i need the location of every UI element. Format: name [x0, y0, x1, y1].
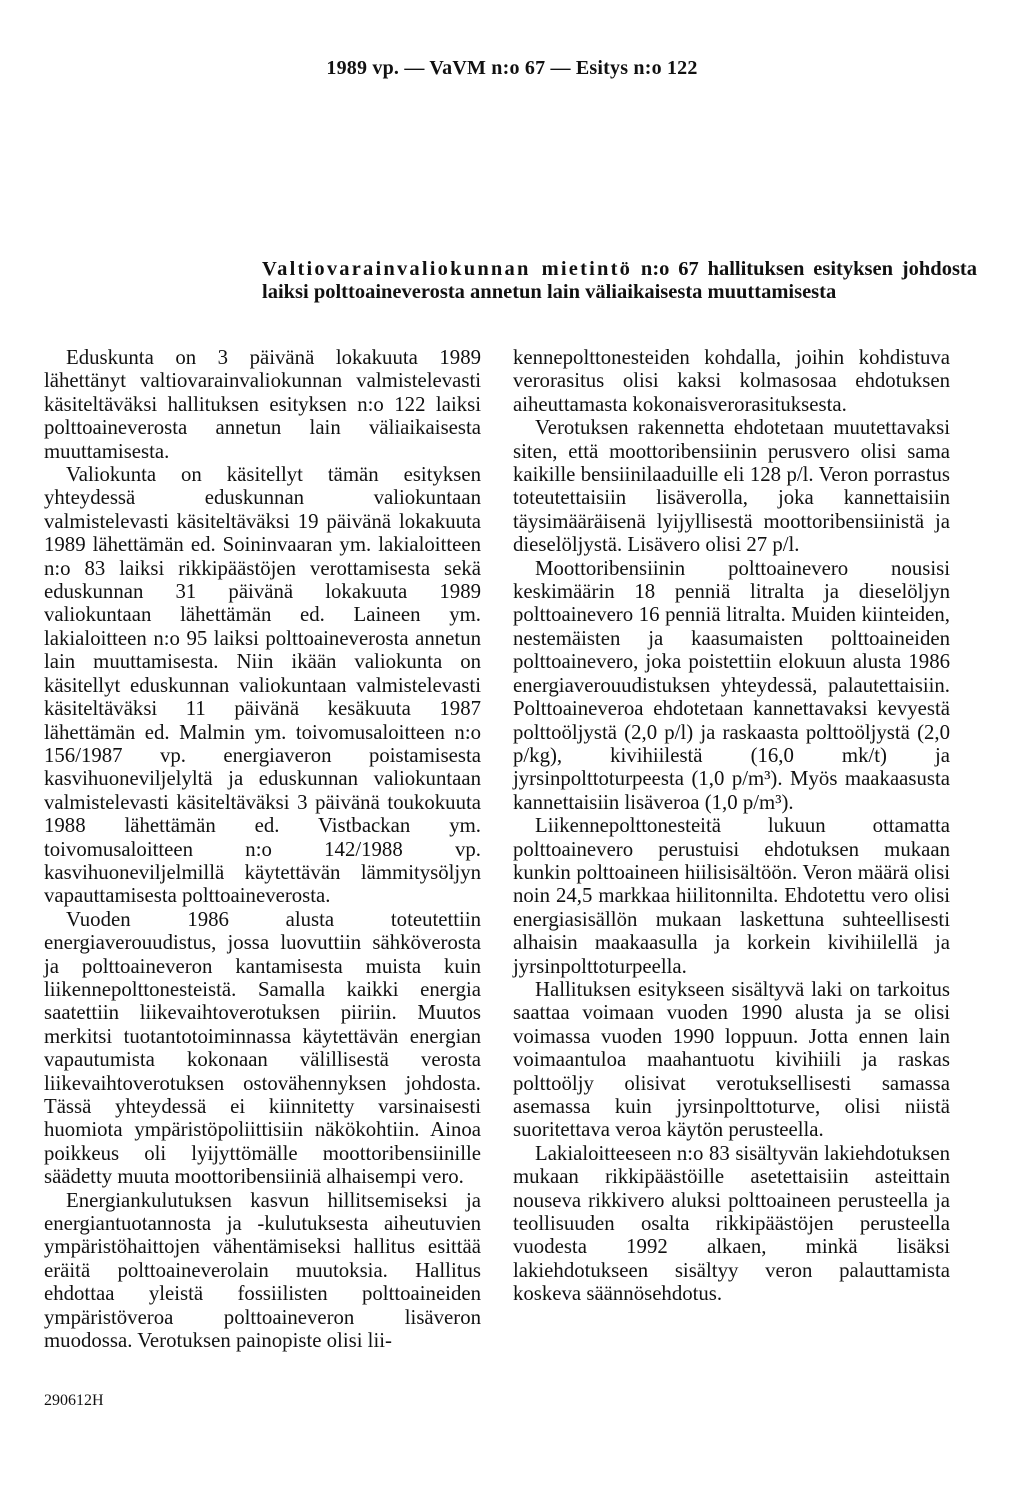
paragraph: Energiankulutuksen kasvun hillitsemiseksi ja energiantuotannosta ja -kulutuksesta aiheutuvien ympäristöhaittojen vähentämiseksi hallitus esittää eräitä polttoaineverolain muutoksia. Hallitus ehdottaa yleistä fossiilisten polttoaineiden ympäristöveroa polttoaineveron lisäveron muodossa. Verotuksen painopiste olisi lii- [44, 1188, 481, 1353]
paragraph: Eduskunta on 3 päivänä lokakuuta 1989 lähettänyt valtiovarainvaliokunnan valmistelevasti käsiteltäväksi hallituksen esityksen n:o 122 laiksi polttoaineverosta annetun lain väliaikaisesta muuttamisesta. [44, 346, 481, 463]
paragraph: Hallituksen esitykseen sisältyvä laki on tarkoitus saattaa voimaan vuoden 1990 alusta ja se olisi voimassa vuoden 1990 loppuun. Jotta ennen lain voimaantuloa maahantuotu kivihiili ja raskas polttoöljy olisivat verotuksellisesti samassa asemassa kuin jyrsinpolttoturve, olisi niistä suoritettava veroa käytön perusteella. [513, 977, 950, 1142]
left-column [44, 346, 481, 1352]
document-title [262, 258, 977, 304]
page-header: 1989 vp. — VaVM n:o 67 — Esitys n:o 122 [326, 57, 698, 79]
paragraph: Vuoden 1986 alusta toteutettiin energiaverouudistus, jossa luovuttiin sähköverosta ja polttoaineveron kantamisesta muista kuin liikennepolttonesteistä. Samalla kaikki energia saatettiin liikevaihtoverotuksen piiriin. Muutos merkitsi tuotantotoiminnassa käytettävän energian vapautumista kokonaan välillisestä verosta liikevaihtoverotuksen ostovähennyksen johdosta. Tässä yhteydessä ei kiinnitetty varsinaisesti huomiota ympäristöpoliittisiin näkökohtiin. Ainoa poikkeus oli lyijyttömälle moottoribensiinille säädetty muuta moottoribensiiniä alhaisempi vero. [44, 907, 481, 1189]
print-code: 290612H [44, 1392, 104, 1409]
paragraph: Liikennepolttonesteitä lukuun ottamatta polttoainevero perustuisi ehdotuksen mukaan kunkin polttoaineen hiilisisältöön. Veron määrä olisi noin 24,5 markkaa hiilitonnilta. Ehdotettu vero olisi energiasisällön mukaan laskettuna suhteellisesti alhaisin maakaasulla ja korkein kivihiilellä ja jyrsinpolttoturpeella. [513, 814, 950, 978]
paragraph: Moottoribensiinin polttoainevero nousisi keskimäärin 18 penniä litralta ja dieselöljyn polttoainevero 16 penniä litralta. Muiden kiinteiden, nestemäisten ja kaasumaisten polttoaineiden polttoainevero, joka poistettiin elokuun alusta 1986 energiaverouudistuksen yhteydessä, palautettaisiin. Polttoaineveroa ehdotetaan kannettavaksi kevyestä polttoöljystä (2,0 p/l) ja raskaasta polttoöljystä (2,0 p/kg), kivihiilestä (16,0 mk/t) ja jyrsinpolttoturpeesta (1,0 p/m³). Myös maakaasusta kannettaisiin lisäveroa (1,0 p/m³). [513, 556, 950, 814]
title-committee-name: Valtiovarainvaliokunnan mietintö [262, 258, 633, 280]
right-column [513, 346, 950, 1306]
paragraph: Lakialoitteeseen n:o 83 sisältyvän lakiehdotuksen mukaan rikkipäästöille asetettaisiin asteittain nouseva rikkivero aluksi polttoaineen perusteella ja teollisuuden osalta rikkipäästöjen perusteella vuodesta 1992 alkaen, minkä lisäksi lakiehdotukseen sisältyy veron palauttamista koskeva säännösehdotus. [513, 1141, 950, 1306]
title-subject: n:o 67 hallituksen esityksen johdosta laiksi polttoaineverosta annetun lain väliaikaisesta muuttamisesta [262, 258, 977, 303]
paragraph: kennepolttonesteiden kohdalla, joihin kohdistuva verorasitus olisi kaksi kolmasosaa ehdotuksen aiheuttamasta kokonaisverorasituksesta. [513, 346, 950, 416]
paragraph: Valiokunta on käsitellyt tämän esityksen yhteydessä eduskunnan valiokuntaan valmistelevasti käsiteltäväksi 19 päivänä lokakuuta 1989 lähettämän ed. Soininvaaran ym. lakialoitteen n:o 83 laiksi rikkipäästöjen verottamisesta sekä eduskunnan 31 päivänä lokakuuta 1989 valiokuntaan lähettämän ed. Laineen ym. lakialoitteen n:o 95 laiksi polttoaineverosta annetun lain muuttamisesta. Niin ikään valiokunta on käsitellyt eduskunnan valiokuntaan valmistelevasti käsiteltäväksi 11 päivänä kesäkuuta 1987 lähettämän ed. Malmin ym. toivomusaloitteen n:o 156/1987 vp. energiaveron poistamisesta kasvihuoneviljelyltä ja eduskunnan valiokuntaan valmistelevasti käsiteltäväksi 3 päivänä toukokuuta 1988 lähettämän ed. Vistbackan ym. toivomusaloitteen n:o 142/1988 vp. kasvihuoneviljelmillä käytettävän lämmitysöljyn vapauttamisesta polttoaineverosta. [44, 463, 481, 908]
paragraph: Verotuksen rakennetta ehdotetaan muutettavaksi siten, että moottoribensiinin perusvero olisi sama kaikille bensiinilaaduille eli 128 p/l. Veron porrastus toteutettaisiin lisäverolla, joka kannettaisiin täysimääräisenä lyijyllisestä moottoribensiinistä ja dieselöljystä. Lisävero olisi 27 p/l. [513, 416, 950, 557]
